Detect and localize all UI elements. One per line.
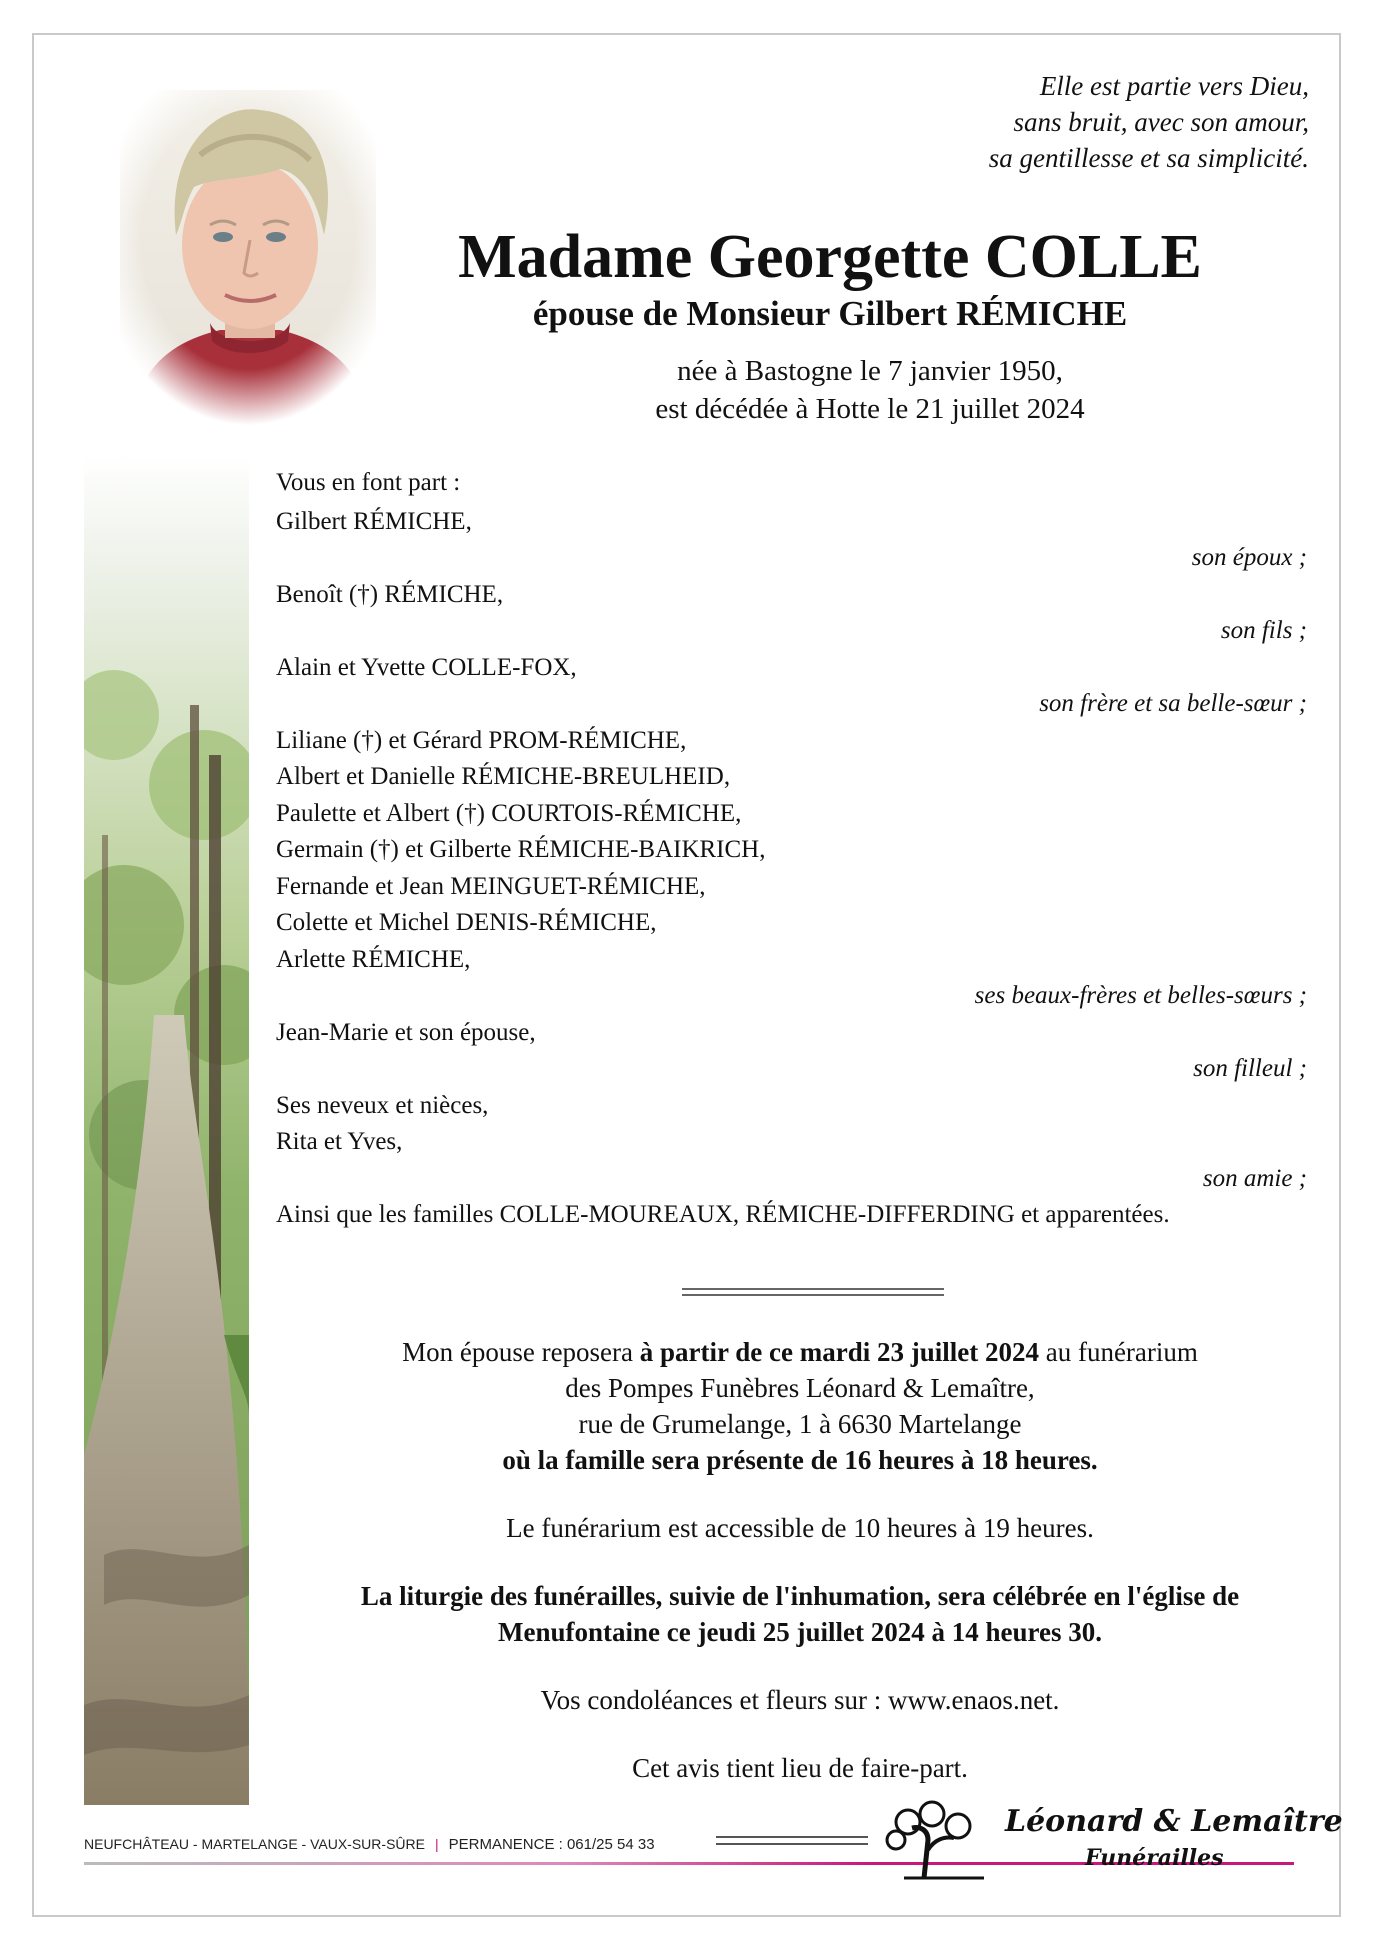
death-line: est décédée à Hotte le 21 juillet 2024 — [655, 393, 1085, 425]
family-relation: son fils ; — [1220, 617, 1307, 644]
family-member: Jean-Marie et son épouse, — [276, 1018, 536, 1046]
verse — [989, 68, 1309, 176]
spouse-line: épouse de Monsieur Gilbert RÉMICHE — [532, 294, 1128, 333]
verse-line: sans bruit, avec son amour, — [1013, 107, 1309, 137]
deceased-name: Madame Georgette COLLE — [458, 223, 1202, 291]
family-member: Benoît (†) RÉMICHE, — [276, 580, 504, 608]
family-member: Paulette et Albert (†) COURTOIS-RÉMICHE, — [276, 799, 742, 827]
family-member: Fernande et Jean MEINGUET-RÉMICHE, — [276, 872, 706, 900]
info-text: au funérarium — [1038, 1337, 1198, 1367]
verse-line: Elle est partie vers Dieu, — [1039, 71, 1309, 101]
family-member: Liliane (†) et Gérard PROM-RÉMICHE, — [276, 726, 687, 754]
family-relation: ses beaux-frères et belles-sœurs ; — [974, 982, 1307, 1009]
footer-permanence: PERMANENCE : 061/25 54 33 — [448, 1836, 655, 1853]
info-line: Le funérarium est accessible de 10 heures à 19 heures. — [506, 1513, 1094, 1543]
info-line: La liturgie des funérailles, suivie de l'inhumation, sera célébrée en l'église de — [360, 1581, 1240, 1611]
family-member: Rita et Yves, — [276, 1128, 403, 1155]
info-line: Vos condoléances et fleurs sur : www.enaos.net. — [540, 1685, 1060, 1715]
family-member: Gilbert RÉMICHE, — [276, 507, 472, 535]
info-line — [290, 1334, 1310, 1370]
portrait-photo — [110, 85, 386, 425]
family-lines — [276, 504, 1307, 1234]
double-divider — [682, 1288, 944, 1300]
verse-line: sa gentillesse et sa simplicité. — [988, 143, 1309, 173]
family-member: Arlette RÉMICHE, — [276, 945, 471, 973]
forest-path-image — [84, 455, 249, 1805]
family-relation: son filleul ; — [1193, 1055, 1307, 1082]
info-text: Mon épouse reposera — [402, 1337, 640, 1367]
info-line: des Pompes Funèbres Léonard & Lemaître, — [565, 1373, 1035, 1403]
info-line: où la famille sera présente de 16 heures à 18 heures. — [502, 1445, 1098, 1475]
logo-lines — [716, 1836, 868, 1850]
footer-separator: | — [434, 1836, 439, 1852]
birth-death-dates — [420, 352, 1320, 428]
family-intro: Vous en font part : — [276, 469, 461, 496]
info-date-bold: à partir de ce mardi 23 juillet 2024 — [639, 1337, 1039, 1367]
info-line: Cet avis tient lieu de faire-part. — [632, 1753, 968, 1783]
family-relation: son frère et sa belle-sœur ; — [1039, 690, 1307, 717]
brand-name: Léonard & Lemaître — [1005, 1804, 1343, 1839]
info-line: rue de Grumelange, 1 à 6630 Martelange — [578, 1409, 1022, 1439]
info-line: Menufontaine ce jeudi 25 juillet 2024 à 14 heures 30. — [498, 1617, 1102, 1647]
family-relation: son époux ; — [1191, 544, 1307, 571]
family-relation: son amie ; — [1202, 1164, 1307, 1192]
family-member: Alain et Yvette COLLE-FOX, — [276, 653, 577, 681]
brand-subtitle: Funérailles — [1085, 1845, 1224, 1871]
family-member: Ainsi que les familles COLLE-MOUREAUX, RÉMICHE-DIFFERDING et apparentées. — [276, 1201, 1170, 1228]
family-member: Albert et Danielle RÉMICHE-BREULHEID, — [276, 763, 731, 790]
birth-line: née à Bastogne le 7 janvier 1950, — [677, 355, 1063, 387]
tree-logo-icon — [884, 1800, 994, 1885]
family-member: Germain (†) et Gilberte RÉMICHE-BAIKRICH, — [276, 836, 766, 863]
family-member: Colette et Michel DENIS-RÉMICHE, — [276, 909, 657, 936]
funeral-info — [290, 1334, 1310, 1786]
footer-contact — [84, 1836, 655, 1853]
family-member: Ses neveux et nièces, — [276, 1091, 489, 1119]
family-list — [276, 465, 1307, 1234]
footer-locations: NEUFCHÂTEAU - MARTELANGE - VAUX-SUR-SÛRE — [84, 1836, 425, 1852]
